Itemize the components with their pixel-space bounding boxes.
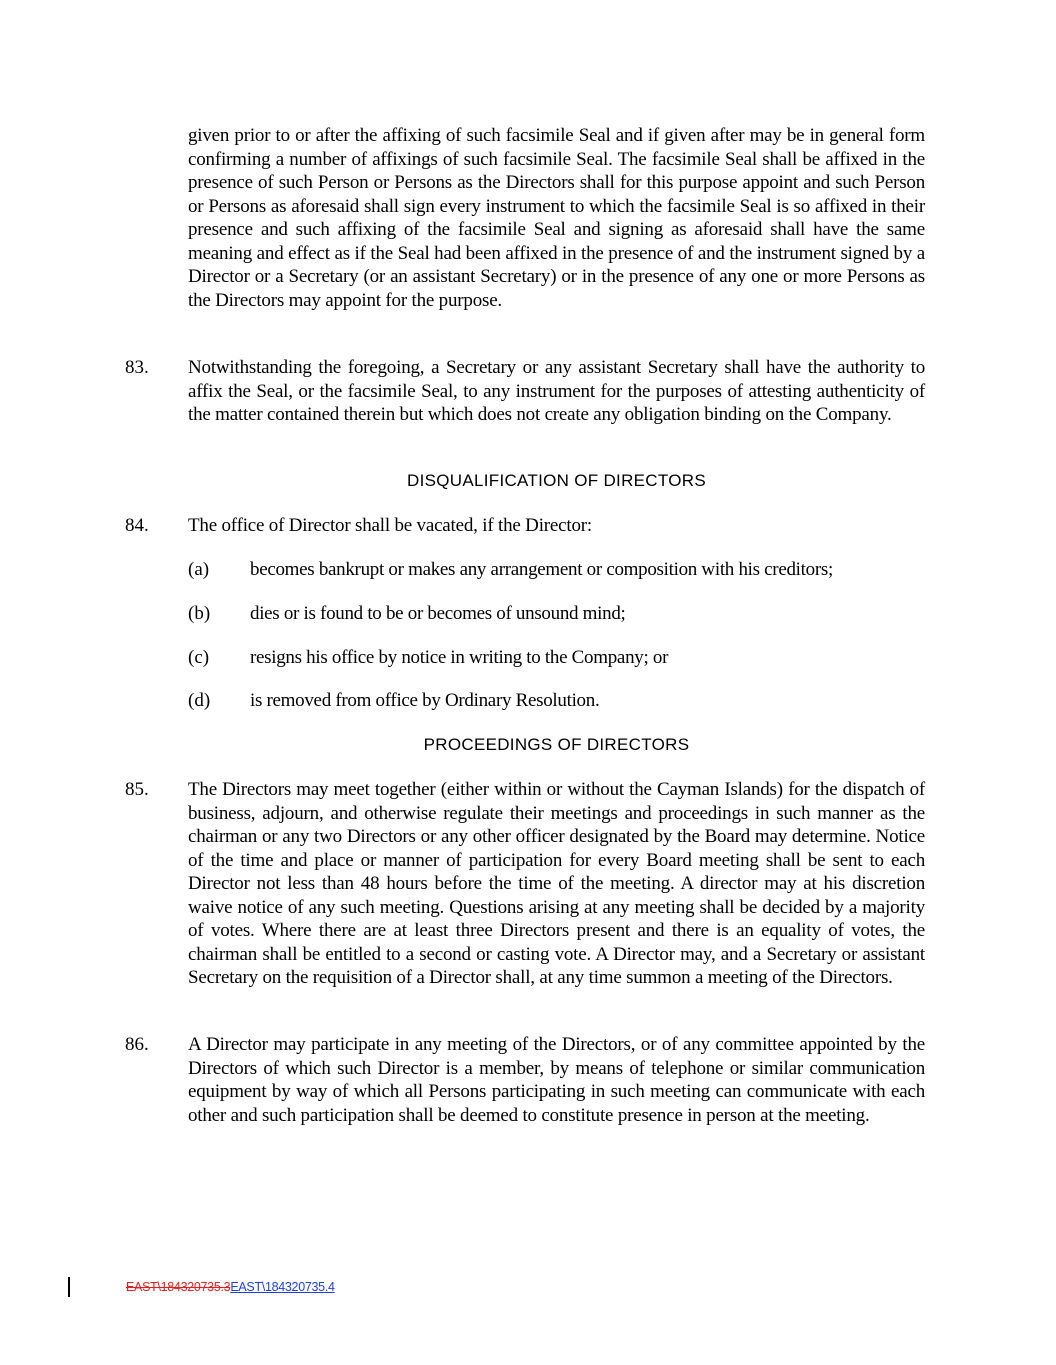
continuation-paragraph: given prior to or after the affixing of such facsimile Seal and if given after may be in general form confirming a number of affixings of such facsimile Seal. The facsimile Seal shall be affixed in the presence of such Person or Persons as the Directors shall for this purpose appoint and such Person or Persons as aforesaid shall sign every instrument to which the facsimile Seal is so affixed in their presence and such affixing of the facsimile Seal and signing as aforesaid shall have the same meaning and effect as if the Seal had been affixed in the presence of and the instrument signed by a Director or a Secretary (or an assistant Secretary) or in the presence of any one or more Persons as the Directors may appoint for the purpose. <box>188 125 925 311</box>
clause-85-text: The Directors may meet together (either within or without the Cayman Islands) for the dispatch of business, adjourn, and otherwise regulate their meetings and proceedings in such manner as the chairman or any two Directors or any other officer designated by the Board may determine. Notice of the time and place or manner of participation for every Board meeting shall be sent to each Director not less than 48 hours before the time of the meeting. A director may at his discretion waive notice of any such meeting. Questions arising at any meeting shall be decided by a majority of votes. Where there are at least three Directors present and there is an equality of votes, the chairman shall be entitled to a second or casting vote. A Director may, and a Secretary or assistant Secretary on the requisition of a Director shall, at any time summon a meeting of the Directors. <box>188 779 925 988</box>
list-item-text: dies or is found to be or becomes of unsound mind; <box>250 603 626 624</box>
list-item-text: is removed from office by Ordinary Resolution. <box>250 690 600 711</box>
clause-83-number: 83. <box>125 357 149 378</box>
old-document-id: EAST\184320735.3 <box>126 1280 231 1294</box>
list-item-text: resigns his office by notice in writing to the Company; or <box>250 647 669 668</box>
new-document-id: EAST\184320735.4 <box>230 1280 335 1294</box>
section-heading-proceedings: PROCEEDINGS OF DIRECTORS <box>423 735 690 754</box>
clause-86-number: 86. <box>125 1034 149 1055</box>
list-item-label: (c) <box>188 647 210 668</box>
list-item-text: becomes bankrupt or makes any arrangement or composition with his creditors; <box>250 559 833 580</box>
list-item-label: (d) <box>188 690 211 711</box>
clause-84-number: 84. <box>125 515 149 536</box>
document-id-footer <box>126 1279 335 1295</box>
list-item-label: (a) <box>188 559 210 580</box>
revision-change-bar <box>68 1277 70 1297</box>
section-heading-disqualification: DISQUALIFICATION OF DIRECTORS <box>407 471 706 490</box>
clause-85-number: 85. <box>125 779 149 800</box>
clause-86-text: A Director may participate in any meeting of the Directors, or of any committee appointed by the Directors of which such Director is a member, by means of telephone or similar communication equipment by way of which all Persons participating in such meeting can communicate with each other and such participation shall be deemed to constitute presence in person at the meeting. <box>188 1034 925 1126</box>
list-item-label: (b) <box>188 603 211 624</box>
clause-83-text: Notwithstanding the foregoing, a Secretary or any assistant Secretary shall have the authority to affix the Seal, or the facsimile Seal, to any instrument for the purposes of attesting authenticity of the matter contained therein but which does not create any obligation binding on the Company. <box>188 357 925 425</box>
clause-84-text: The office of Director shall be vacated, if the Director: <box>188 515 592 536</box>
